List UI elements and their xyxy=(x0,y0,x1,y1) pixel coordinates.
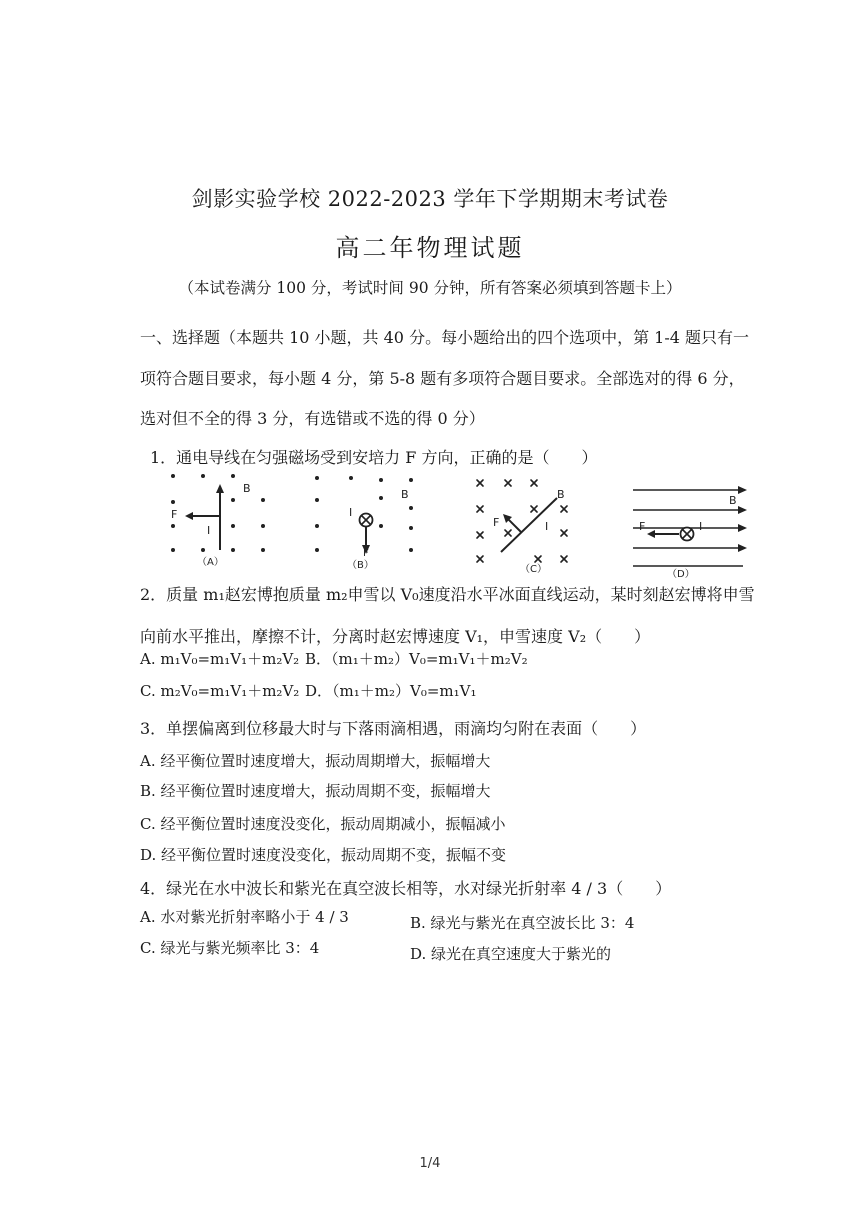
figure-c xyxy=(465,468,590,576)
figure-d-f-label: F xyxy=(639,520,646,533)
figure-b-f-label: F xyxy=(363,548,369,559)
question-4-stem: 4．绿光在水中波长和紫光在真空波长相等，水对绿光折射率 4 / 3（ ） xyxy=(140,879,672,898)
figure-d xyxy=(625,478,755,578)
question-2-option-d: D．（m₁＋m₂）V₀=m₁V₁ xyxy=(305,682,477,700)
figure-d-i-label: I xyxy=(699,520,703,533)
section-intro-line-2: 项符合题目要求，每小题 4 分，第 5-8 题有多项符合题目要求。全部选对的得 6 分， xyxy=(140,369,745,388)
exam-note: （本试卷满分 100 分，考试时间 90 分钟，所有答案必须填到答题卡上） xyxy=(178,279,682,297)
question-4-option-d: D. 绿光在真空速度大于紫光的 xyxy=(410,945,612,963)
question-2-stem-line-2: 向前水平推出，摩擦不计，分离时赵宏博速度 V₁，申雪速度 V₂（ ） xyxy=(140,627,651,646)
page-number: 1/4 xyxy=(419,1156,441,1171)
question-1-stem: 1．通电导线在匀强磁场受到安培力 F 方向，正确的是（ ） xyxy=(150,448,598,467)
figure-b-b-label: B xyxy=(401,488,409,501)
question-3-stem: 3．单摆偏离到位移最大时与下落雨滴相遇，雨滴均匀附在表面（ ） xyxy=(140,719,647,738)
question-4-option-c: C. 绿光与紫光频率比 3：4 xyxy=(140,939,320,957)
figure-b-caption: （B） xyxy=(347,560,374,570)
figure-b xyxy=(305,468,430,570)
exam-subtitle: 高二年物理试题 xyxy=(335,234,525,262)
figure-d-b-label: B xyxy=(729,494,737,507)
figure-d-caption: （D） xyxy=(667,569,695,578)
section-intro-line-3: 选对但不全的得 3 分，有选错或不选的得 0 分） xyxy=(140,409,485,428)
question-3-option-b: B. 经平衡位置时速度增大，振动周期不变，振幅增大 xyxy=(140,782,491,800)
figure-c-caption: （C） xyxy=(520,564,547,575)
figure-a-caption: （A） xyxy=(197,557,224,568)
question-3-option-a: A. 经平衡位置时速度增大，振动周期增大，振幅增大 xyxy=(140,752,491,770)
section-intro-line-1: 一、选择题（本题共 10 小题，共 40 分。每小题给出的四个选项中，第 1-4 题只有一 xyxy=(140,328,750,347)
question-2-option-c: C. m₂V₀=m₁V₁＋m₂V₂ xyxy=(140,682,300,700)
figure-a-f-label: F xyxy=(171,508,178,521)
question-2-option-a: A. m₁V₀=m₁V₁＋m₂V₂ xyxy=(140,650,300,668)
question-4-option-a: A. 水对紫光折射率略小于 4 / 3 xyxy=(140,908,349,926)
question-3-option-d: D. 经平衡位置时速度没变化，振动周期不变，振幅不变 xyxy=(140,846,507,864)
question-2-stem-line-1: 2．质量 m₁赵宏博抱质量 m₂申雪以 V₀速度沿水平冰面直线运动，某时刻赵宏博将申雪 xyxy=(140,585,755,604)
question-4-option-b: B. 绿光与紫光在真空波长比 3：4 xyxy=(410,914,635,932)
figure-a xyxy=(155,468,275,570)
exam-title: 剑影实验学校 2022-2023 学年下学期期末考试卷 xyxy=(191,187,669,211)
figure-b-i-label: I xyxy=(349,506,353,519)
figure-c-i-label: I xyxy=(545,520,549,533)
figure-a-i-label: I xyxy=(207,524,211,537)
figure-c-b-label: B xyxy=(557,488,565,501)
question-2-option-b: B．（m₁＋m₂）V₀=m₁V₁＋m₂V₂ xyxy=(305,650,528,668)
question-3-option-c: C. 经平衡位置时速度没变化，振动周期减小，振幅减小 xyxy=(140,815,506,833)
figure-c-f-label: F xyxy=(493,516,500,529)
figure-a-b-label: B xyxy=(243,482,251,495)
